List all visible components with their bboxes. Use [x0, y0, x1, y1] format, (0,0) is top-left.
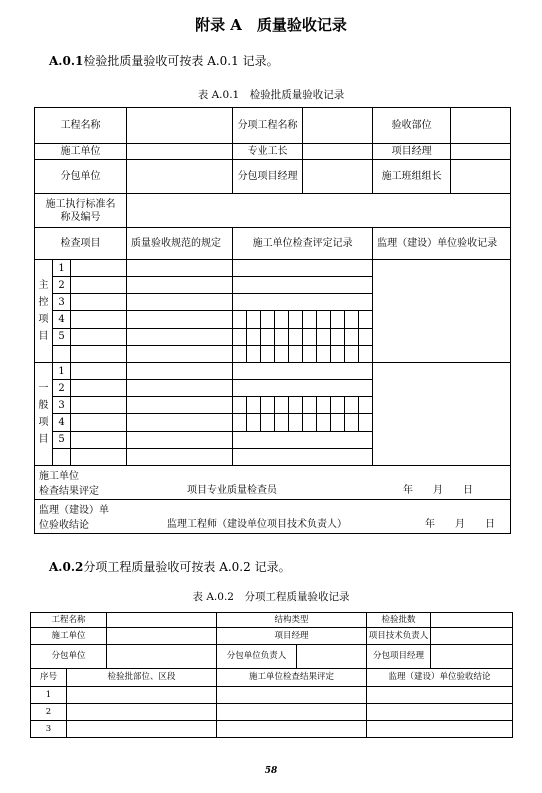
- value-sub-project-name: [303, 108, 373, 144]
- date-label: 年 月 日: [425, 519, 495, 530]
- header-spec: 质量验收规范的规定: [127, 228, 233, 260]
- engineer-label: 监理工程师（建设单位项目技术负责人）: [167, 519, 347, 530]
- label-professional-foreman: 专业工长: [233, 144, 303, 160]
- value-project-manager: [451, 144, 511, 160]
- conclusion-label: 位验收结论: [39, 520, 89, 531]
- label-tech-lead: 项目技术负责人: [367, 628, 431, 645]
- table-row-number: 1: [31, 687, 67, 704]
- value-batch-count: [431, 613, 513, 628]
- label-batch-count: 检验批数: [367, 613, 431, 628]
- general-item-label: [35, 363, 53, 466]
- row-number: 3: [53, 397, 71, 414]
- page-title: 附录 A 质量验收记录: [195, 16, 347, 34]
- general-label-char: 一: [38, 383, 49, 394]
- main-label-char: 项: [38, 314, 49, 325]
- label-construction-unit: 施工单位: [35, 144, 127, 160]
- row-number: 5: [53, 328, 71, 345]
- label-project-name: 工程名称: [31, 613, 107, 628]
- section-text: 检验批质量验收可按表 A.0.1 记录。: [83, 54, 279, 68]
- main-label-char: 控: [38, 297, 49, 308]
- value-subcontract-unit: [127, 160, 233, 194]
- row-number: 1: [53, 260, 71, 277]
- table-row-number: 3: [31, 721, 67, 738]
- row-number: 4: [53, 311, 71, 328]
- section-a02-heading: [49, 558, 291, 575]
- value-construction-unit: [127, 144, 233, 160]
- header-seq: 序号: [31, 669, 67, 687]
- header-self-check: 施工单位检查评定记录: [233, 228, 373, 260]
- label-subcontract-unit: 分包单位: [35, 160, 127, 194]
- inspector-label: 项目专业质量检查员: [187, 485, 277, 496]
- header-supervision: 监理（建设）单位验收记录: [373, 228, 511, 260]
- row-number: 4: [53, 414, 71, 431]
- section-text: 分项工程质量验收可按表 A.0.2 记录。: [83, 560, 291, 574]
- label-project-name: 工程名称: [35, 108, 127, 144]
- table-a02-caption: 表 A.0.2 分项工程质量验收记录: [192, 591, 350, 603]
- conclusion-label: 监理（建设）单: [39, 505, 109, 516]
- header-batch-part: 检验批部位、区段: [67, 669, 217, 687]
- value-construction-unit: [107, 628, 217, 645]
- main-label-char: 主: [38, 280, 49, 291]
- supervision-conclusion-row: [35, 500, 511, 534]
- table-a01-caption: 表 A.0.1 检验批质量验收记录: [197, 89, 345, 101]
- label-project-manager: 项目经理: [373, 144, 451, 160]
- value-subcontract-pm: [303, 160, 373, 194]
- section-a01-heading: [49, 52, 279, 69]
- value-team-leader: [451, 160, 511, 194]
- label-acceptance-part: 验收部位: [373, 108, 451, 144]
- row-number: 5: [53, 431, 71, 448]
- value-tech-lead: [431, 628, 513, 645]
- general-label-char: 般: [38, 400, 49, 411]
- value-project-name: [107, 613, 217, 628]
- label-subcontract-head: 分包单位负责人: [217, 645, 297, 669]
- general-label-char: 项: [38, 417, 49, 428]
- label-standard: 施工执行标准名称及编号: [35, 194, 127, 228]
- label-team-leader: 施工班组组长: [373, 160, 451, 194]
- general-label-char: 目: [38, 434, 49, 445]
- label-project-manager: 项目经理: [217, 628, 367, 645]
- construction-result-row: [35, 466, 511, 500]
- table-row-number: 2: [31, 704, 67, 721]
- value-subcontract-head: [297, 645, 367, 669]
- value-professional-foreman: [303, 144, 373, 160]
- value-subcontract-unit: [107, 645, 217, 669]
- value-acceptance-part: [451, 108, 511, 144]
- row-number: 2: [53, 380, 71, 397]
- row-number: 2: [53, 277, 71, 294]
- value-project-name: [127, 108, 233, 144]
- label-subcontract-pm: 分包项目经理: [233, 160, 303, 194]
- general-supervision-record: [373, 363, 511, 466]
- result-label: 施工单位: [39, 471, 79, 482]
- label-subcontract-pm: 分包项目经理: [367, 645, 431, 669]
- sub-project-table: [30, 612, 513, 738]
- main-supervision-record: [373, 260, 511, 363]
- page-number: 58: [264, 766, 278, 776]
- label-sub-project-name: 分项工程名称: [233, 108, 303, 144]
- row-number: 3: [53, 294, 71, 311]
- main-control-label: [35, 260, 53, 363]
- result-label: 检查结果评定: [39, 486, 99, 497]
- value-standard: [127, 194, 511, 228]
- value-subcontract-pm: [431, 645, 513, 669]
- main-label-char: 目: [38, 331, 49, 342]
- section-number: A.0.1: [49, 54, 84, 68]
- date-label: 年 月 日: [403, 485, 473, 496]
- label-construction-unit: 施工单位: [31, 628, 107, 645]
- header-check-item: 检查项目: [35, 228, 127, 260]
- section-number: A.0.2: [49, 560, 84, 574]
- header-self-check: 施工单位检查结果评定: [217, 669, 367, 687]
- header-supervision: 监理（建设）单位验收结论: [367, 669, 513, 687]
- label-subcontract-unit: 分包单位: [31, 645, 107, 669]
- label-structure-type: 结构类型: [217, 613, 367, 628]
- row-number: 1: [53, 363, 71, 380]
- inspection-batch-table: [34, 107, 511, 534]
